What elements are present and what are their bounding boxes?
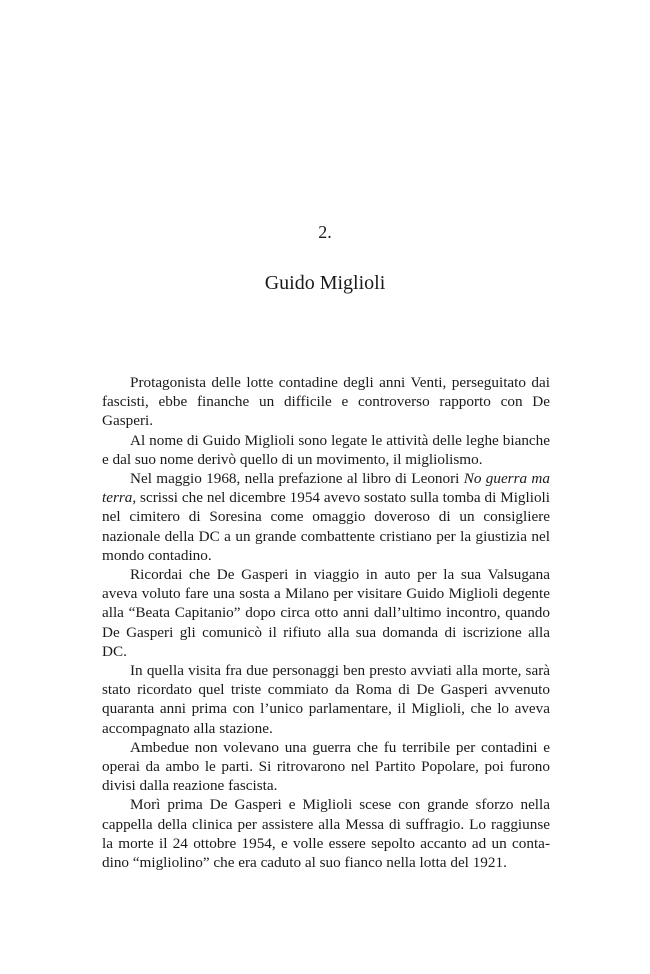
paragraph: Protagonista delle lotte contadine degli anni Venti, perseguitato dai fascisti, ebbe finanche un difficile e controverso rapporto con De Gasperi. (102, 374, 550, 430)
paragraph: In quella visita fra due personaggi ben presto avviati alla morte, sarà stato ricordato quel triste commiato da Roma di De Gasperi avvenuto quaranta anni prima con l’unico parlamentare, il Miglioli, che lo aveva accompagnato alla stazione. (102, 662, 550, 737)
paragraph: Ambedue non volevano una guerra che fu terribile per contadini e operai da ambo le parti. Si ritrovarono nel Partito Popolare, poi furono divisi dalla reazione fascista. (102, 738, 550, 795)
paragraph: Al nome di Guido Miglioli sono legate le attività delle leghe bianche e dal suo nome derivò quello di un movimento, il migliolismo. (102, 431, 550, 468)
chapter-body (102, 373, 550, 872)
paragraph (102, 469, 550, 565)
chapter-title: Guido Miglioli (264, 272, 386, 294)
paragraph: Morì prima De Gasperi e Miglioli scese con grande sforzo nella cappella della clinica per assistere alla Messa di suffragio. Lo raggiunse la morte il 24 ottobre 1954, e volle essere sepolto accanto ad un contadino “migliolino” che era caduto al suo fianco nella lotta del 1921. (102, 796, 550, 872)
chapter-number: 2. (318, 222, 332, 242)
paragraph: Ricordai che De Gasperi in viaggio in auto per la sua Valsugana aveva voluto fare una sosta a Milano per visitare Guido Miglioli degente alla “Beata Capitanio” dopo circa otto anni dall’ultimo incontro, quando De Gasperi gli comunicò il rifiuto alla sua domanda di iscrizione alla DC. (102, 566, 550, 660)
paragraph-text: , scrissi che nel dicembre 1954 avevo sostato sulla tomba di Miglioli nel cimitero di Soresina come omaggio doveroso di un consigliere nazionale della DC a un grande combattente cristiano per la giustizia nel mondo contadino. (102, 489, 550, 564)
book-title: No guerra ma terra (102, 470, 550, 507)
paragraph-text: Nel maggio 1968, nella prefazione al libro di Leonori (130, 470, 464, 488)
